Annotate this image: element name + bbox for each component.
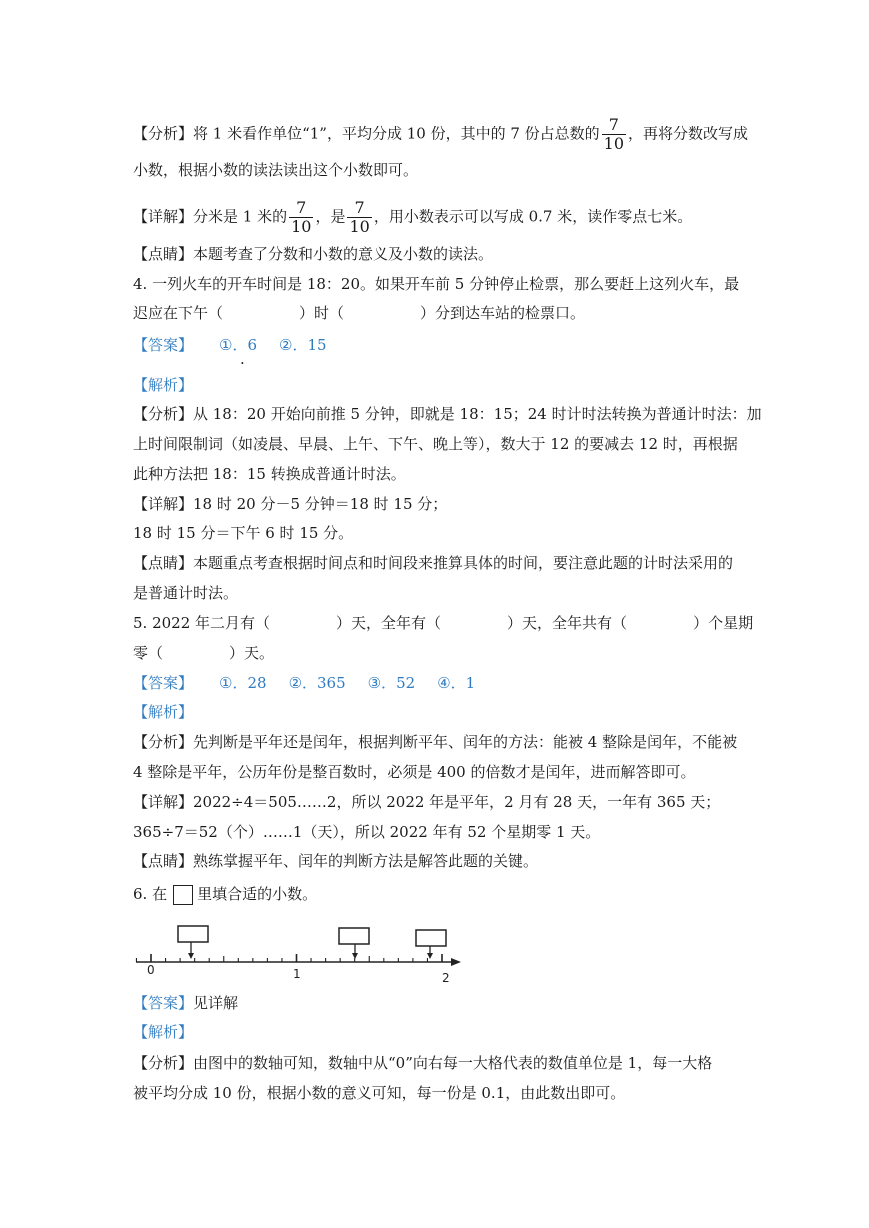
q5-fx-2: 4 整除是平年，公历年份是整百数时，必须是 400 的倍数才是闰年，进而解答即可。 [133, 763, 696, 781]
pointer-arrow-icon [188, 953, 194, 959]
q5-line-1: 5. 2022 年二月有（ ）天，全年有（ ）天，全年共有（ ）个星期 [133, 614, 754, 632]
axis-label-0: 0 [147, 963, 155, 977]
pointer-arrow-icon [352, 953, 358, 959]
detail-line: 【详解】分米是 1 米的 $\frac{7}{10}$ ，是 $\frac{7}{10}$ ，用小数表示可以写成 0.7 米，读作零点七米。 [133, 198, 693, 236]
axis-label-2: 2 [442, 971, 450, 985]
q4-jiexi: 【解析】 [133, 376, 194, 394]
blank-box[interactable] [416, 930, 446, 946]
analysis-line-1: 【分析】将 1 米看作单位“1”，平均分成 10 份，其中的 7 份占总数的 $\frac{7}{10}$ ，再将分数改写成 [133, 115, 749, 153]
q6-fx-2: 被平均分成 10 份，根据小数的意义可知，每一份是 0.1，由此数出即可。 [133, 1084, 626, 1102]
axis-arrow-icon [451, 958, 461, 966]
fraction-7-10-a: $\frac{7}{10}$ [291, 198, 312, 236]
dot-mark: · [240, 354, 245, 372]
q4-dj-1: 【点睛】本题重点考查根据时间点和时间段来推算具体的时间，要注意此题的计时法采用的 [133, 554, 734, 572]
number-line [133, 918, 463, 990]
answer-box-icon [173, 885, 193, 905]
q4-xj-1: 【详解】18 时 20 分－5 分钟＝18 时 15 分； [133, 495, 448, 513]
number-line-ticks [136, 954, 442, 962]
q4-line-1: 4. 一列火车的开车时间是 18：20。如果开车前 5 分钟停止检票，那么要赶上这列火车，最 [133, 275, 740, 293]
q5-line-2: 零（ ）天。 [133, 644, 275, 662]
answer-box-2 [339, 928, 369, 959]
q4-fx-3: 此种方法把 18：15 转换成普通计时法。 [133, 465, 406, 483]
q4-fx-1: 【分析】从 18：20 开始向前推 5 分钟，即就是 18：15；24 时计时法转换为普通计时法：加 [133, 405, 762, 423]
fraction-7-10: $\frac{7}{10}$ [603, 115, 625, 153]
fraction-7-10-b: $\frac{7}{10}$ [349, 198, 370, 236]
q6-fx-1: 【分析】由图中的数轴可知，数轴中从“0”向右每一大格代表的数值单位是 1，每一大格 [133, 1054, 713, 1072]
q5-xj-1: 【详解】2022÷4＝505……2，所以 2022 年是平年，2 月有 28 天，一年有 365 天； [133, 793, 721, 811]
q6-answer: 【答案】见详解 [133, 994, 239, 1012]
q5-answer: 【答案】 ①．28 ②．365 ③．52 ④．1 [133, 674, 476, 692]
q5-jiexi: 【解析】 [133, 703, 194, 721]
comment-line: 【点睛】本题考查了分数和小数的意义及小数的读法。 [133, 245, 494, 263]
q5-fx-1: 【分析】先判断是平年还是闰年，根据判断平年、闰年的方法：能被 4 整除是闰年，不能被 [133, 733, 738, 751]
q4-line-2: 迟应在下午（ ）时（ ）分到达车站的检票口。 [133, 304, 586, 322]
analysis-line-2: 小数，根据小数的读法读出这个小数即可。 [133, 161, 419, 179]
q6-jiexi: 【解析】 [133, 1023, 194, 1041]
q4-dj-2: 是普通计时法。 [133, 584, 239, 602]
answer-box-1 [178, 926, 208, 959]
q4-answer: 【答案】 ①．6 ②．15 [133, 336, 327, 354]
blank-box[interactable] [339, 928, 369, 944]
q4-fx-2: 上时间限制词（如凌晨、早晨、上午、下午、晚上等），数大于 12 的要减去 12 时，再根据 [133, 435, 738, 453]
q4-xj-2: 18 时 15 分＝下午 6 时 15 分。 [133, 524, 354, 542]
blank-box[interactable] [178, 926, 208, 942]
q5-xj-2: 365÷7＝52（个）……1（天），所以 2022 年有 52 个星期零 1 天。 [133, 823, 601, 841]
axis-label-1: 1 [293, 967, 301, 981]
q6-line: 6. 在 里填合适的小数。 [133, 885, 318, 903]
q5-dj: 【点睛】熟练掌握平年、闰年的判断方法是解答此题的关键。 [133, 852, 539, 870]
